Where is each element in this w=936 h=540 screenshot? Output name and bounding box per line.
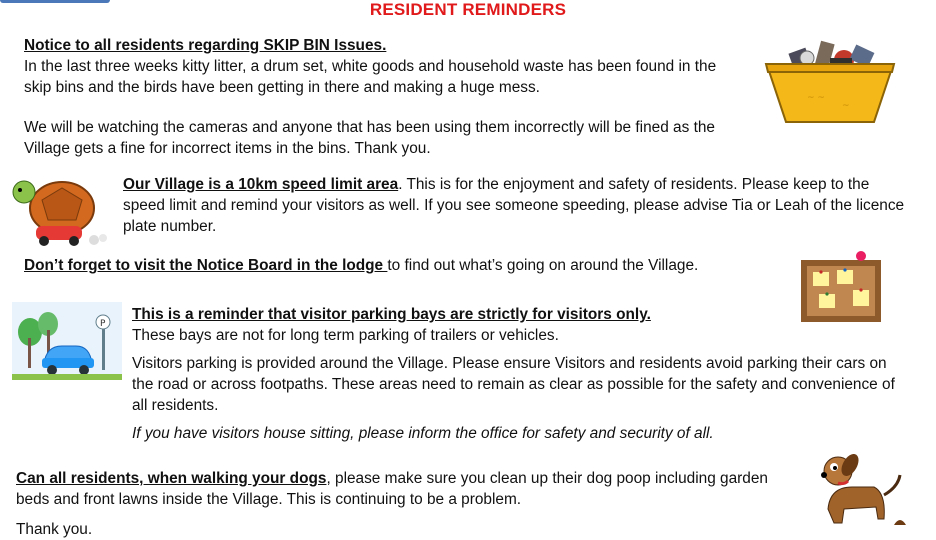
notice-section: [24, 255, 784, 276]
speed-section: [123, 174, 913, 237]
parking-heading: This is a reminder that visitor parking bays are strictly for visitors only.: [132, 306, 651, 323]
parking-body-3: If you have visitors house sitting, please inform the office for safety and security of all.: [132, 425, 714, 442]
skip-body-1: In the last three weeks kitty litter, a drum set, white goods and household waste has been found in the skip bins and the birds have been getting in there and making a huge mess.: [24, 58, 717, 96]
skip-body-2: We will be watching the cameras and anyone that has been using them incorrectly will be fined as the Village gets a fine for incorrect items in the bins. Thank you.: [24, 119, 715, 157]
parking-sign-letter: P: [100, 319, 106, 329]
svg-text:~ ~: ~ ~: [807, 93, 825, 103]
skip-heading: Notice to all residents regarding SKIP BIN Issues.: [24, 37, 387, 54]
speed-heading: Our Village is a 10km speed limit area: [123, 176, 399, 193]
parking-illustration: [12, 302, 122, 380]
notice-body: to find out what’s going on around the Village.: [387, 257, 699, 274]
page-title: RESIDENT REMINDERS: [369, 0, 567, 19]
parking-body-1: These bays are not for long term parking of trailers or vehicles.: [132, 327, 559, 344]
dogs-section: [16, 468, 801, 540]
skip-bin-illustration: [762, 30, 898, 130]
parking-body-2: Visitors parking is provided around the Village. Please ensure Visitors and residents avoid parking their cars on the road or across footpaths. These areas need to remain as clear as possible for the safety and convenience of all residents.: [132, 355, 895, 414]
dogs-heading: Can all residents, when walking your dogs: [16, 470, 327, 487]
notice-heading: Don’t forget to visit the Notice Board in the lodge: [24, 257, 388, 274]
speed-body: . This is for the enjoyment and safety of residents. Please keep to the speed limit and remind your visitors as well. If you see someone speeding, please advise Tia or Leah of the licence plate number.: [123, 176, 905, 235]
dogs-body: , please make sure you clean up their dog poop including garden beds and front lawns inside the Village. This is continuing to be a problem.: [16, 470, 768, 508]
parking-section: [132, 304, 912, 444]
turtle-car-illustration: [2, 170, 114, 250]
dog-illustration: [808, 447, 912, 531]
closing-text: Thank you.: [16, 521, 93, 538]
skip-section: [24, 35, 744, 159]
svg-text:~: ~: [842, 101, 850, 111]
